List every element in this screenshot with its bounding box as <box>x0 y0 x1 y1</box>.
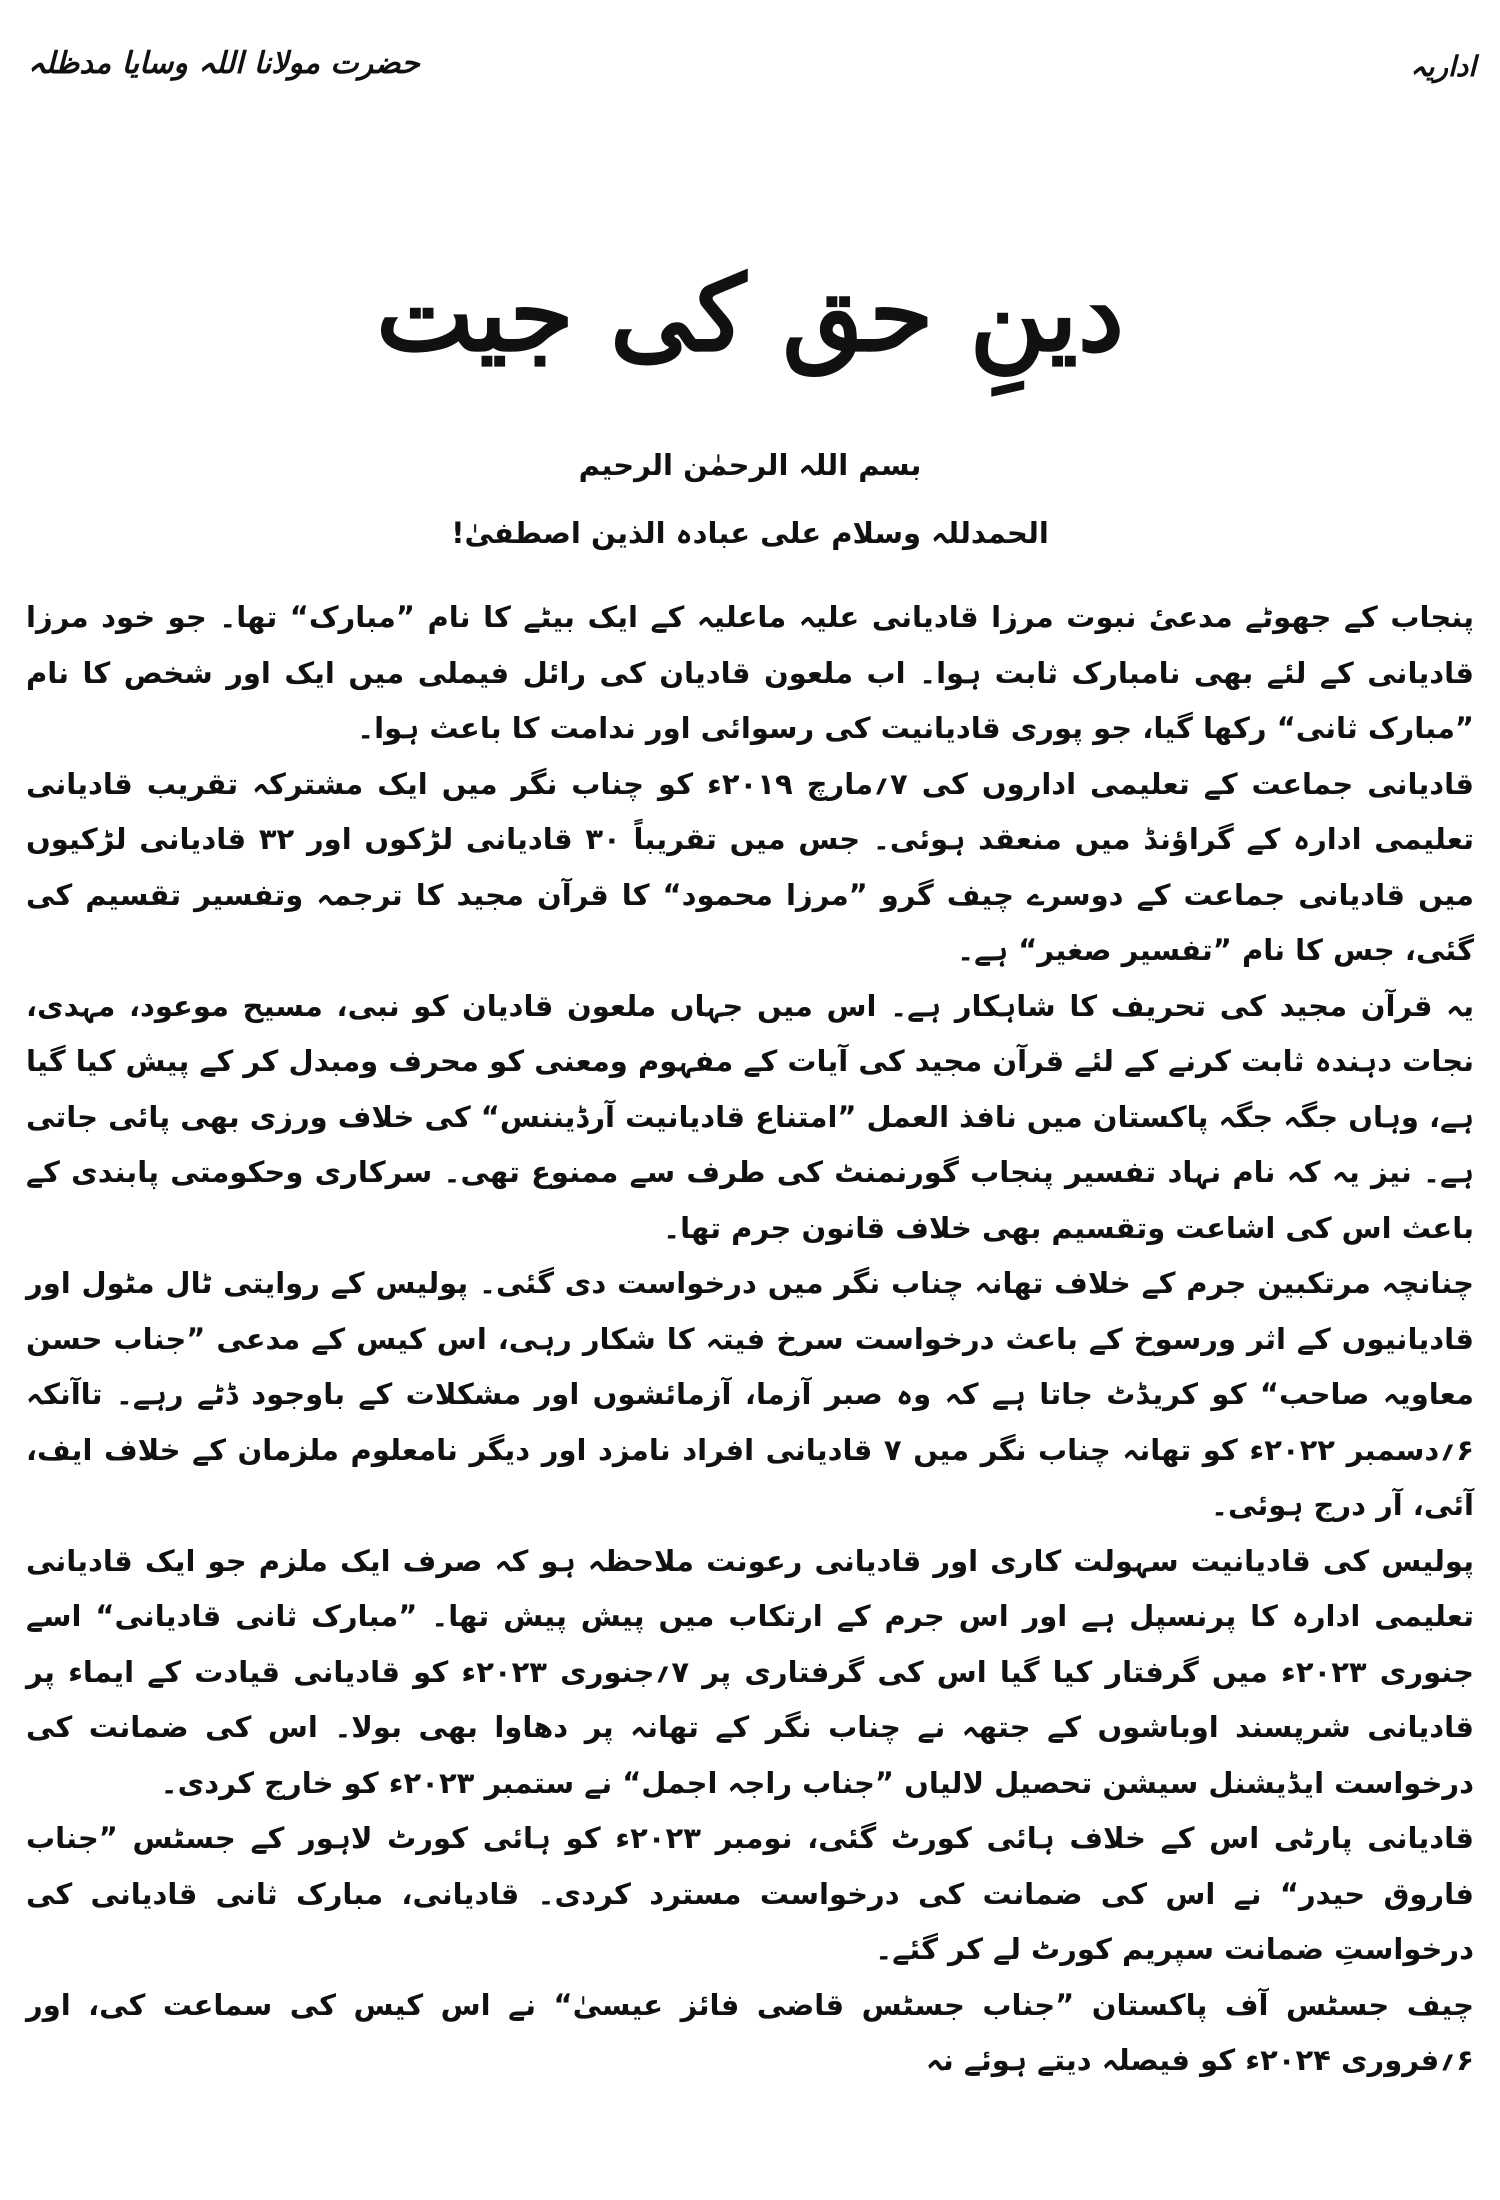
paragraph-6: قادیانی پارٹی اس کے خلاف ہائی کورٹ گئی، نومبر ۲۰۲۳ء کو ہائی کورٹ لاہور کے جسٹس ”جناب فاروق حیدر“ نے اس کی ضمانت کی درخواست مسترد کردی۔ قادیانی، مبارک ثانی قادیانی کی درخواستِ ضمانت سپریم کورٹ لے کر گئے۔ <box>26 1821 1474 1966</box>
paragraph-3: یہ قرآن مجید کی تحریف کا شاہکار ہے۔ اس میں جہاں ملعون قادیان کو نبی، مسیح موعود، مہدی، نجات دہندہ ثابت کرنے کے لئے قرآن مجید کی آیات کے مفہوم ومعنی کو محرف ومبدل کر کے پیش کیا گیا ہے، وہاں جگہ جگہ پاکستان میں نافذ العمل ”امتناع قادیانیت آرڈیننس“ کی خلاف ورزی بھی پائی جاتی ہے۔ نیز یہ کہ نام نہاد تفسیر پنجاب گورنمنٹ کی طرف سے ممنوع تھی۔ سرکاری وحکومتی پابندی کے باعث اس کی اشاعت وتقسیم بھی خلاف قانون جرم تھا۔ <box>26 988 1474 1245</box>
paragraph-7: چیف جسٹس آف پاکستان ”جناب جسٹس قاضی فائز عیسیٰ“ نے اس کیس کی سماعت کی، اور ۶؍فروری ۲۰۲۴ء کو فیصلہ دیتے ہوئے نہ <box>26 1987 1474 2077</box>
paragraph-1: پنجاب کے جھوٹے مدعیٔ نبوت مرزا قادیانی علیہ ماعلیہ کے ایک بیٹے کا نام ”مبارک“ تھا۔ جو خود مرزا قادیانی کے لئے بھی نامبارک ثابت ہوا۔ اب ملعون قادیان کی رائل فیملی میں ایک اور شخص کا نام ”مبارک ثانی“ رکھا گیا، جو پوری قادیانیت کی رسوائی اور ندامت کا باعث ہوا۔ <box>26 600 1474 745</box>
section-label: اداریہ <box>1410 50 1476 83</box>
article-title: دینِ حق کی جیت <box>375 252 1125 375</box>
article-body <box>26 590 1474 2089</box>
bismillah-line: بسم اللہ الرحمٰن الرحیم <box>578 448 922 482</box>
author-credit: حضرت مولانا اللہ وسایا مدظلہ <box>28 46 420 81</box>
paragraph-4: چنانچہ مرتکبین جرم کے خلاف تھانہ چناب نگر میں درخواست دی گئی۔ پولیس کے روایتی ٹال مٹول اور قادیانیوں کے اثر ورسوخ کے باعث درخواست سرخ فیتہ کا شکار رہی، اس کیس کے مدعی ”جناب حسن معاویہ صاحب“ کو کریڈٹ جاتا ہے کہ وہ صبر آزما، آزمائشوں اور مشکلات کے باوجود ڈٹے رہے۔ تاآنکہ ۶؍دسمبر ۲۰۲۲ء کو تھانہ چناب نگر میں ۷ قادیانی افراد نامزد اور دیگر نامعلوم ملزمان کے خلاف ایف، آئی، آر درج ہوئی۔ <box>26 1266 1474 1522</box>
paragraph-2: قادیانی جماعت کے تعلیمی اداروں کی ۷؍مارچ ۲۰۱۹ء کو چناب نگر میں ایک مشترکہ تقریب قادیانی تعلیمی ادارہ کے گراؤنڈ میں منعقد ہوئی۔ جس میں تقریباً ۳۰ قادیانی لڑکوں اور ۳۲ قادیانی لڑکیوں میں قادیانی جماعت کے دوسرے چیف گرو ”مرزا محمود“ کا قرآن مجید کا ترجمہ وتفسیر تقسیم کی گئی، جس کا نام ”تفسیر صغیر“ ہے۔ <box>26 766 1474 967</box>
paragraph-5: پولیس کی قادیانیت سہولت کاری اور قادیانی رعونت ملاحظہ ہو کہ صرف ایک ملزم جو ایک قادیانی تعلیمی ادارہ کا پرنسپل ہے اور اس جرم کے ارتکاب میں پیش پیش تھا۔ ”مبارک ثانی قادیانی“ اسے جنوری ۲۰۲۳ء میں گرفتار کیا گیا اس کی گرفتاری پر ۷؍جنوری ۲۰۲۳ء کو قادیانی قیادت کے ایماء پر قادیانی شرپسند اوباشوں کے جتھہ نے چناب نگر کے تھانہ پر دھاوا بھی بولا۔ اس کی ضمانت کی درخواست ایڈیشنل سیشن تحصیل لالیاں ”جناب راجہ اجمل“ نے ستمبر ۲۰۲۳ء کو خارج کردی۔ <box>26 1543 1474 1800</box>
hamd-line: الحمدللہ وسلام علی عبادہ الذین اصطفیٰ! <box>451 516 1049 550</box>
